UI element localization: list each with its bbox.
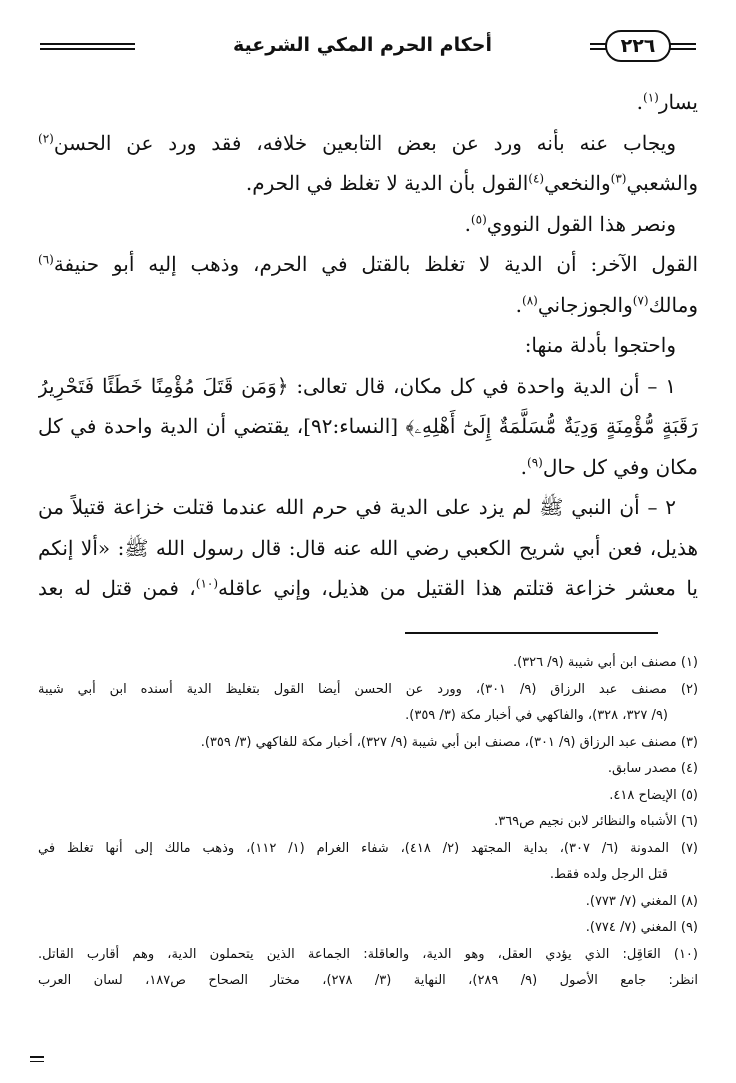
page-number: ٢٢٦	[605, 30, 671, 62]
footnote-ref: (٨)	[522, 292, 538, 307]
body-text-run: .	[520, 454, 528, 479]
body-text-run: ويجاب عنه بأنه ورد عن بعض التابعين خلافه، فقد ورد عن الحسن	[53, 130, 676, 155]
body-line	[38, 325, 698, 366]
footnote-line: (١) مصنف ابن أبي شيبة (٩/ ٣٢٦).	[512, 655, 698, 670]
header-title: أحكام الحرم المكي الشرعية	[135, 30, 590, 60]
footnote-ref: (١٠)	[195, 576, 219, 591]
continuation-mark	[30, 1056, 44, 1064]
body-text-run: .	[636, 90, 643, 114]
body-text-run: رَقَبَةٍ مُّؤْمِنَةٍ وَدِيَةٌ مُّسَلَّمَةٌ إِلَىٰٓ أَهْلِهِۦ﴾ [النساء:٩٢]، يقتضي أن الدية واحدة في كل	[38, 414, 698, 438]
footnote-ref: (٤)	[528, 171, 545, 186]
footnote-ref: (٥)	[470, 211, 487, 226]
body-text-run: ٢ – أن النبي ﷺ لم يزد على الدية في حرم الله عندما قتلت خزاعة قتيلاً من	[38, 495, 676, 519]
footnote-line: (٧) المدونة (٦/ ٣٠٧)، بداية المجتهد (٢/ ٤١٨)، شفاء الغرام (١/ ١١٢)، وذهب مالك إلى أنها تغلظ في	[38, 840, 698, 856]
body-line	[38, 163, 698, 204]
footnote-ref: (٦)	[38, 252, 54, 267]
body-text-run: واحتجوا بأدلة منها:	[524, 333, 676, 357]
body-text-run: ١ – أن الدية واحدة في كل مكان، قال تعالى: ﴿وَمَن قَتَلَ مُؤْمِنًا خَطَئًا فَتَحْرِيرُ	[38, 373, 676, 398]
body-text-run: ومالك	[648, 292, 698, 317]
body-text-run: والنخعي	[544, 171, 611, 195]
body-line	[38, 447, 698, 488]
body-text-run: هذيل، فعن أبي شريح الكعبي رضي الله عنه قال: قال رسول الله ﷺ: «ألا إنكم	[38, 535, 698, 560]
body-text-run: ، فمن قتل له بعد	[38, 576, 196, 600]
footnote-line: انظر: جامع الأصول (٩/ ٢٨٩)، النهاية (٣/ ٢٧٨)، مختار الصحاح ص١٨٧، لسان العرب	[38, 973, 698, 988]
footnote-line: (١٠) العَاقِل: الذي يؤدي العقل، وهو الدية، والعاقلة: الجماعة الذين يتحملون الدية، وهم أقارب القاتل.	[38, 946, 698, 962]
footnote-line: (٥) الإيضاح ٤١٨.	[609, 787, 698, 803]
body-text-run: .	[515, 292, 523, 317]
body-line	[38, 487, 698, 528]
footnote-line: (٦) الأشباه والنظائر لابن نجيم ص٣٦٩.	[494, 814, 698, 829]
body-text-run: يا معشر خزاعة قتلتم هذا القتيل من هذيل، وإني عاقله	[218, 576, 698, 600]
body-text-run: القول بأن الدية لا تغلظ في الحرم.	[245, 171, 529, 195]
footnote-ref: (١)	[643, 90, 659, 105]
body-line	[38, 528, 698, 569]
footnote-line: (٤) مصدر سابق.	[607, 761, 698, 776]
footnote-ref: (٩)	[527, 454, 543, 469]
footnote-line: (٩/ ٣٢٧، ٣٢٨)، والفاكهي في أخبار مكة (٣/ ٣٥٩).	[405, 708, 668, 723]
footnotes	[38, 650, 698, 995]
footnote-line: (٢) مصنف عبد الرزاق (٩/ ٣٠١)، وورد عن الحسن أيضا القول بتغليظ الدية أسنده ابن أبي شيبة	[38, 681, 698, 697]
footnote-line: قتل الرجل ولده فقط.	[549, 867, 668, 882]
body-text-run: مكان وفي كل حال	[542, 454, 698, 479]
footnote-line: (٩) المغني (٧/ ٧٧٤).	[585, 920, 698, 935]
running-header	[40, 24, 696, 68]
body-text-run: والجوزجاني	[537, 292, 633, 317]
body-line	[38, 285, 698, 326]
footnote-ref: (٧)	[632, 292, 649, 307]
footnote-ref: (٣)	[610, 171, 627, 186]
body-text-run: ونصر هذا القول النووي	[486, 211, 676, 236]
body-text	[38, 82, 698, 609]
body-line	[38, 204, 698, 245]
body-line	[38, 568, 698, 609]
body-line	[38, 244, 698, 285]
body-text-run: يسار	[658, 90, 698, 114]
footnote-ref: (٢)	[38, 130, 54, 145]
body-line	[38, 406, 698, 447]
body-line	[38, 123, 698, 164]
body-line	[38, 82, 698, 123]
body-text-run: القول الآخر: أن الدية لا تغلظ بالقتل في الحرم، وذهب إليه أبو حنيفة	[53, 252, 698, 276]
body-line	[38, 366, 698, 407]
footnote-separator	[405, 632, 658, 634]
body-text-run: .	[464, 211, 471, 236]
footnote-line: (٣) مصنف عبد الرزاق (٩/ ٣٠١)، مصنف ابن أبي شيبة (٩/ ٣٢٧)، أخبار مكة للفاكهي (٣/ ٣٥٩).	[200, 734, 698, 750]
body-text-run: والشعبي	[626, 171, 698, 195]
footnote-line: (٨) المغني (٧/ ٧٧٣).	[585, 893, 698, 909]
